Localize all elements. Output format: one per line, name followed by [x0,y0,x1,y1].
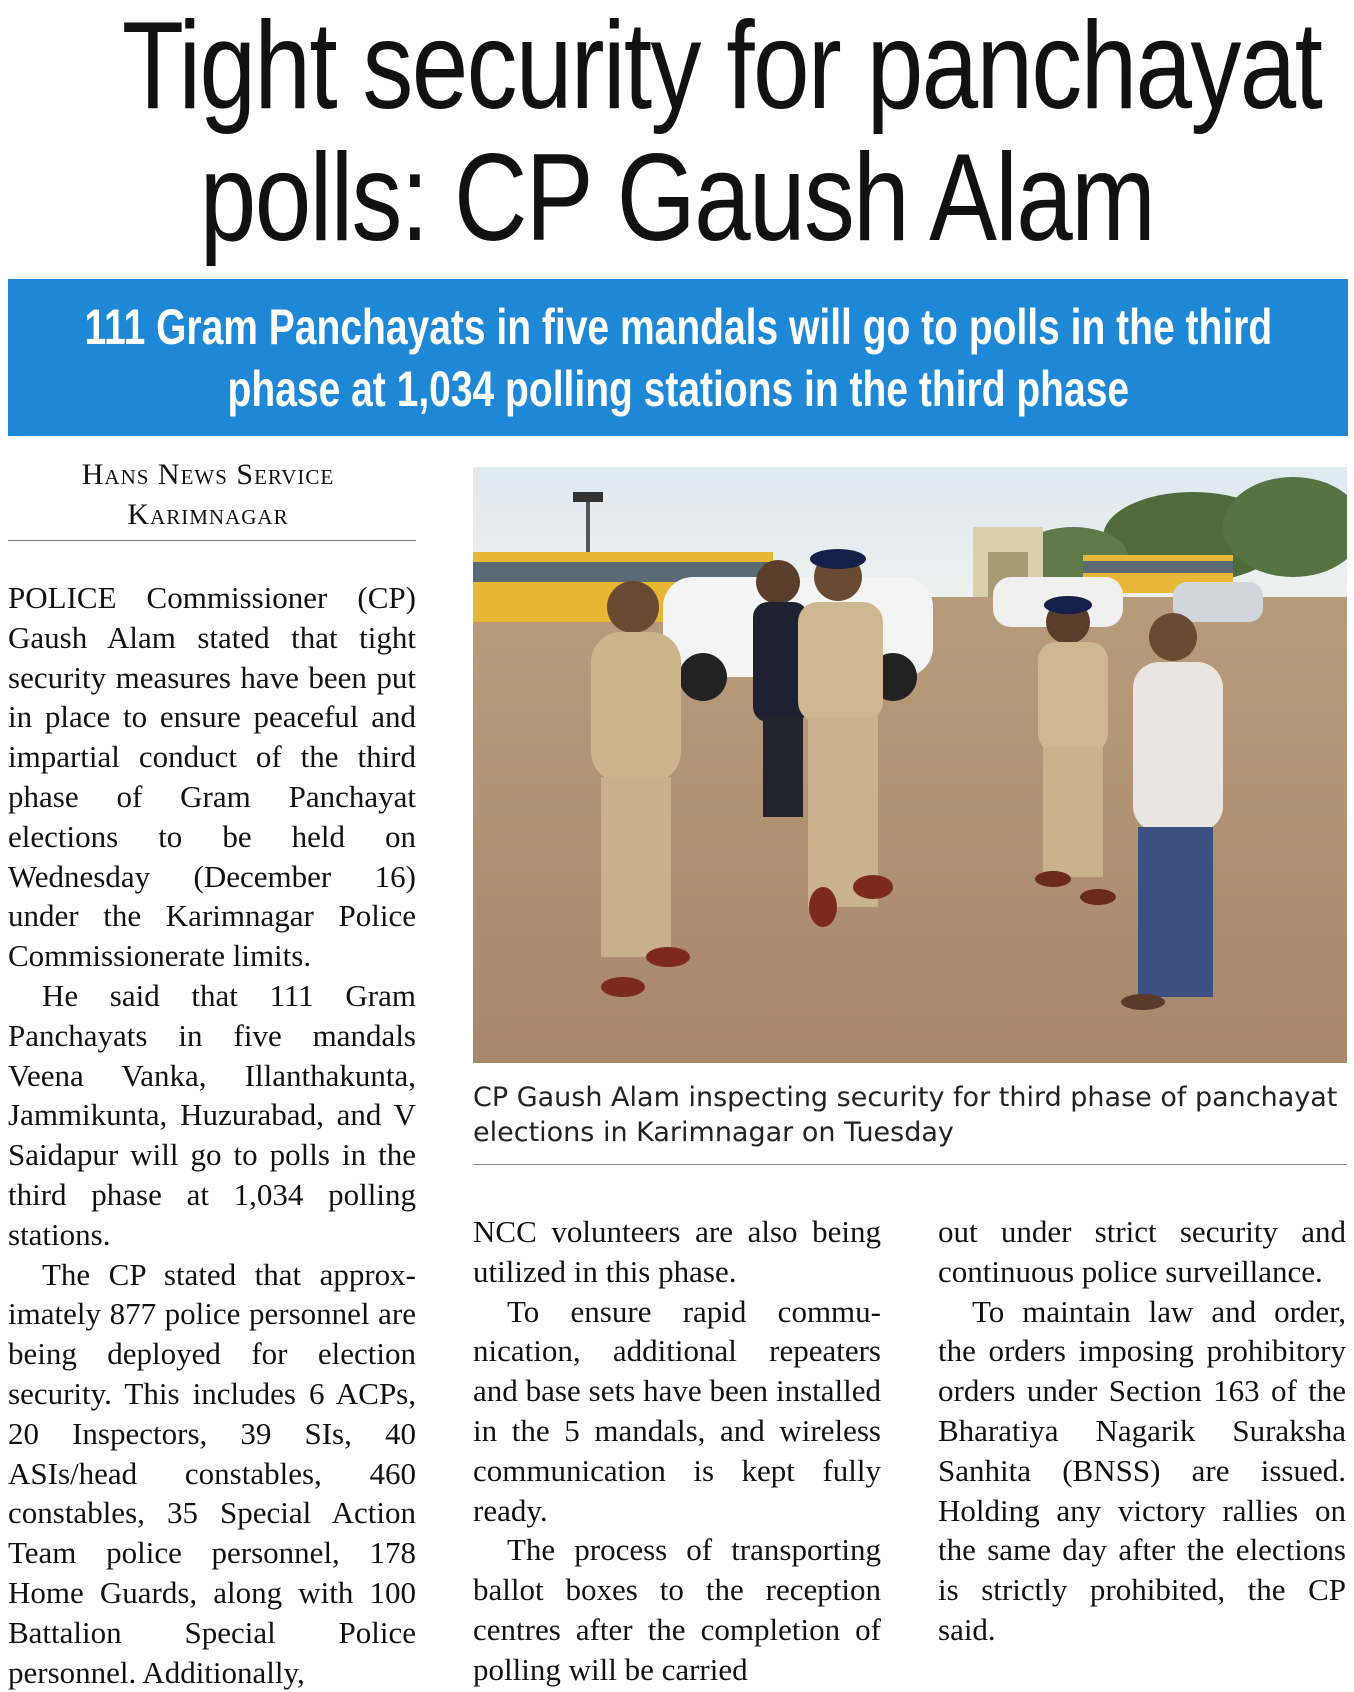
article-paragraph: NCC volunteers are also being utilized in this phase. [473,1214,881,1289]
standfirst-line-2: phase at 1,034 polling stations in the third phase [227,360,1129,417]
headline-line-2: polls: CP Gaush Alam [199,129,1155,267]
photo-caption: CP Gaush Alam inspecting security for third phase of panchayat elections in Karimnagar on Tuesday [473,1082,1338,1148]
headline-line-1: Tight security for panchayat [121,0,1322,135]
article-column-2 [473,1212,881,1690]
standfirst-line-1: 111 Gram Panchayats in five mandals will go to polls in the third [84,298,1272,355]
standfirst-text [84,296,1272,420]
article-paragraph: POLICE Commissioner (CP) Gaush Alam stated that tight security measures have been put in place to ensure peaceful and impartial conduct of the third phase of Gram Panchayat elections to be held on Wednesday (December 16) under the Karimnagar Police Commissionerate limits. [8,580,416,974]
article-paragraph: He said that 111 Gram Panchayats in five mandals Veena Vanka, Illanthakunta, Jammikunta, Huzurabad, and V Saidapur will go to polls in the third phase at 1,034 polling stations. [8,977,416,1252]
article-paragraph: To maintain law and order, the orders imposing prohibitory orders under Section 163 of the Bharatiya Nagarik Suraksha Sanhita (BNSS) are issued. Holding any victory rallies on the same day after the elections is strictly prohibited, the CP said. [938,1293,1346,1647]
article-column-1 [8,578,416,1692]
article-paragraph: The process of transporting ballot boxes to the reception centres after the completion of polling will be carried [473,1532,881,1687]
caption-divider [473,1164,1347,1165]
article-paragraph: To ensure rapid communication, additional repeaters and base sets have been installed in the 5 mandals, and wireless communication is kept fully ready. [473,1293,881,1528]
police-inspection-photo [473,467,1347,1063]
byline-divider [8,540,416,541]
standfirst-banner [8,279,1348,436]
article-paragraph: The CP stated that approximately 877 police personnel are being deployed for election security. This includes 6 ACPs, 20 Inspectors, 39 SIs, 40 ASIs/head constables, 460 constables, 35 Special Action Team police personnel, 178 Home Guards, along with 100 Battalion Special Police personnel. Additionally, [8,1256,416,1690]
news-photo [473,467,1347,1063]
byline-place: Karimnagar [127,498,289,531]
article-column-3 [938,1212,1346,1650]
byline [8,455,408,535]
article-paragraph: out under strict security and continuous police surveillance. [938,1214,1346,1289]
byline-agency: Hans News Service [81,458,335,491]
headline [121,0,1322,267]
